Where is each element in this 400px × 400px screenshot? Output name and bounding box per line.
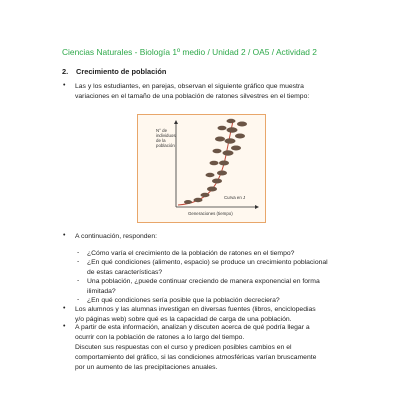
research-line-2: y/o páginas web) sobre qué es la capacidad de carga de una población. [75,316,292,323]
bullet-icon: • [63,305,66,312]
intro-line-2: variaciones en el tamaño de una población de ratones silvestres en el tiempo: [75,93,310,100]
question-1-line-1: ¿Cómo varía el crecimiento de la población de ratones en el tiempo? [87,250,295,257]
population-graph [137,114,266,223]
dash-icon: - [77,277,80,284]
question-3-line-1: Una población, ¿puede continuar creciendo de manera exponencial en forma [87,278,320,285]
question-2-line-2: de estas características? [87,269,163,276]
question-3-line-2: ilimitada? [87,288,116,295]
bullet-icon: • [63,232,66,239]
intro-line-1: Las y los estudiantes, en parejas, observan el siguiente gráfico que muestra [75,83,304,90]
analysis-line-1: A partir de esta información, analizan y discuten acerca de qué podría llegar a [75,324,310,331]
graph-svg [138,115,265,222]
y-axis-label-line-2: individuos [156,133,176,138]
respond-text: A continuación, responden: [75,233,158,240]
research-line-1: Los alumnos y las alumnas investigan en diversas fuentes (libros, enciclopedias [75,306,316,313]
dash-icon: - [77,249,80,256]
analysis-line-3: Discuten sus respuestas con el curso y predicen posibles cambios en el [75,344,292,351]
analysis-paragraph [75,323,370,373]
analysis-line-2: ocurrir con la población de ratones a lo largo del tiempo. [75,334,245,341]
dash-icon: - [77,258,80,265]
dash-icon: - [77,296,80,303]
bullet-icon: • [63,323,66,330]
question-2-line-1: ¿En qué condiciones (alimento, espacio) se produce un crecimiento poblacional [87,259,328,266]
y-axis-label-line-1: N° de [156,128,168,133]
question-4-line-1: ¿En qué condiciones sería posible que la población decreciera? [87,297,280,304]
section-number: 2. [62,67,69,76]
bullet-icon: • [63,82,66,89]
page-header: Ciencias Naturales - Biología 1º medio / Unidad 2 / OA5 / Actividad 2 [62,47,317,57]
intro-paragraph [75,82,365,102]
y-axis-label-line-3: de la [156,138,166,143]
curve-label: Curva en J [224,195,246,200]
y-axis-label-line-4: población [156,143,175,148]
section-title-text: Crecimiento de población [76,67,167,76]
question-2 [87,258,367,278]
x-axis-label: Generaciones (tiempo) [188,211,233,216]
analysis-line-5: por un aumento de las precipitaciones anuales. [75,364,218,371]
question-3 [87,277,367,297]
x-axis-arrow-icon [255,205,259,209]
analysis-line-4: comportamiento del gráfico, si las condiciones atmosféricas varían bruscamente [75,354,317,361]
section-title [62,67,166,76]
rats-illustration-icon [184,119,247,204]
research-paragraph [75,305,370,325]
y-axis-arrow-icon [174,120,178,124]
